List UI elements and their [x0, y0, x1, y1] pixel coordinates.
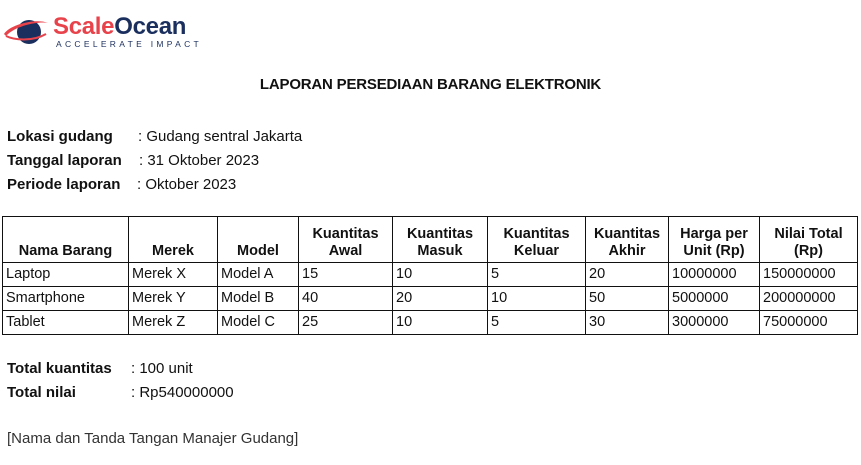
total-quantity-row — [7, 357, 234, 381]
cell: 200000000 — [760, 287, 858, 311]
col-header: Kuantitas Akhir — [586, 217, 669, 263]
col-header: Kuantitas Masuk — [393, 217, 488, 263]
col-header: Model — [218, 217, 299, 263]
col-header: Nilai Total (Rp) — [760, 217, 858, 263]
meta-value: : Gudang sentral Jakarta — [138, 128, 303, 145]
meta-label: Periode laporan — [7, 176, 121, 193]
signature-placeholder: [Nama dan Tanda Tangan Manajer Gudang] — [7, 430, 299, 447]
meta-row-date — [7, 149, 302, 173]
globe-orbit-icon — [2, 14, 52, 50]
cell: Tablet — [3, 311, 129, 335]
cell: 150000000 — [760, 263, 858, 287]
cell: Laptop — [3, 263, 129, 287]
cell: 10 — [393, 263, 488, 287]
table-row — [3, 287, 858, 311]
cell: 5 — [488, 311, 586, 335]
total-value-row — [7, 381, 234, 405]
cell: 10000000 — [669, 263, 760, 287]
total-value: : Rp540000000 — [131, 384, 234, 401]
brand-scale: Scale — [53, 13, 115, 40]
meta-value: : Oktober 2023 — [137, 176, 237, 193]
cell: 20 — [393, 287, 488, 311]
brand-tagline: ACCELERATE IMPACT — [56, 39, 202, 49]
col-header: Kuantitas Keluar — [488, 217, 586, 263]
cell: 10 — [393, 311, 488, 335]
report-title: LAPORAN PERSEDIAAN BARANG ELEKTRONIK — [259, 76, 602, 93]
cell: 30 — [586, 311, 669, 335]
cell: 5000000 — [669, 287, 760, 311]
scaleocean-logo — [2, 14, 202, 50]
brand-ocean: Ocean — [114, 13, 187, 40]
meta-value: : 31 Oktober 2023 — [139, 152, 260, 169]
cell: 50 — [586, 287, 669, 311]
brand-name — [53, 13, 186, 41]
cell: Merek Z — [129, 311, 218, 335]
col-header: Merek — [129, 217, 218, 263]
cell: Merek X — [129, 263, 218, 287]
cell: 25 — [299, 311, 393, 335]
cell: 75000000 — [760, 311, 858, 335]
meta-label: Tanggal laporan — [7, 152, 122, 169]
col-header: Kuantitas Awal — [299, 217, 393, 263]
meta-row-location — [7, 125, 302, 149]
table-row — [3, 263, 858, 287]
report-totals — [7, 357, 234, 405]
cell: 40 — [299, 287, 393, 311]
meta-row-period — [7, 173, 302, 197]
cell: 20 — [586, 263, 669, 287]
cell: Model B — [218, 287, 299, 311]
cell: Model A — [218, 263, 299, 287]
inventory-table — [2, 216, 858, 335]
table-header-row — [3, 217, 858, 263]
cell: 3000000 — [669, 311, 760, 335]
total-label: Total nilai — [7, 384, 76, 401]
cell: Model C — [218, 311, 299, 335]
total-value: : 100 unit — [131, 360, 193, 377]
table-row — [3, 311, 858, 335]
total-label: Total kuantitas — [7, 360, 112, 377]
report-meta — [7, 125, 302, 197]
col-header: Harga per Unit (Rp) — [669, 217, 760, 263]
col-header: Nama Barang — [3, 217, 129, 263]
meta-label: Lokasi gudang — [7, 128, 113, 145]
cell: 10 — [488, 287, 586, 311]
cell: 5 — [488, 263, 586, 287]
cell: Merek Y — [129, 287, 218, 311]
cell: 15 — [299, 263, 393, 287]
cell: Smartphone — [3, 287, 129, 311]
